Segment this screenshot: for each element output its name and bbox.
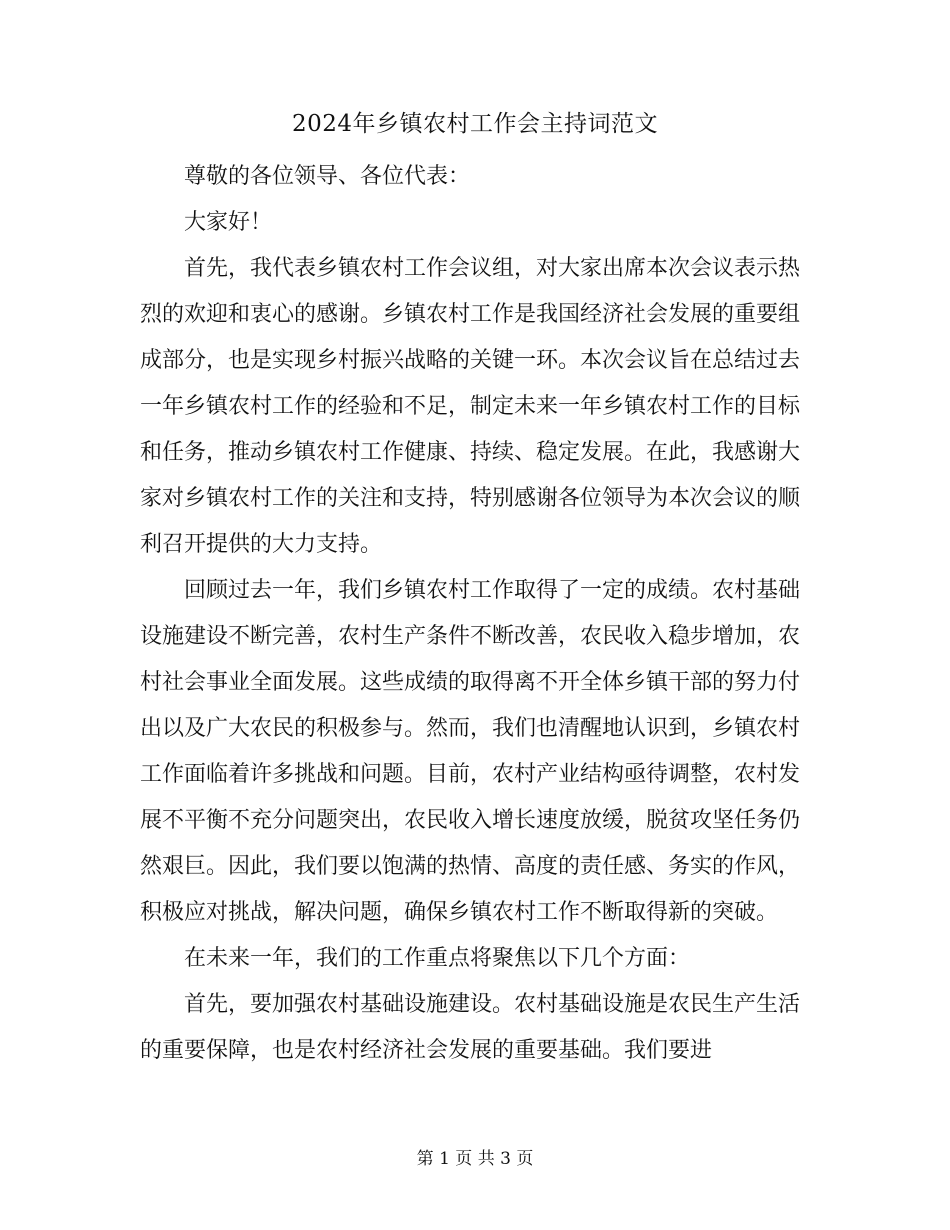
document-body [140,154,800,1074]
document-title: 2024年乡镇农村工作会主持词范文 [291,111,659,137]
body-paragraph: 首先，我代表乡镇农村工作会议组，对大家出席本次会议表示热烈的欢迎和衷心的感谢。乡镇农村工作是我国经济社会发展的重要组成部分，也是实现乡村振兴战略的关键一环。本次会议旨在总结过去一年乡镇农村工作的经验和不足，制定未来一年乡镇农村工作的目标和任务，推动乡镇农村工作健康、持续、稳定发展。在此，我感谢大家对乡镇农村工作的关注和支持，特别感谢各位领导为本次会议的顺利召开提供的大力支持。 [140,256,801,557]
greeting-paragraph: 大家好！ [184,210,273,235]
body-paragraph: 在未来一年，我们的工作重点将聚焦以下几个方面： [184,946,691,971]
salutation-paragraph: 尊敬的各位领导、各位代表： [184,164,471,189]
body-paragraph: 首先，要加强农村基础设施建设。农村基础设施是农民生产生活的重要保障，也是农村经济社会发展的重要基础。我们要进 [140,992,801,1063]
page-footer [0,1147,950,1171]
page-number-label: 第 1 页 共 3 页 [416,1149,534,1169]
body-paragraph: 回顾过去一年，我们乡镇农村工作取得了一定的成绩。农村基础设施建设不断完善，农村生产条件不断改善，农民收入稳步增加，农村社会事业全面发展。这些成绩的取得离不开全体乡镇干部的努力付出以及广大农民的积极参与。然而，我们也清醒地认识到，乡镇农村工作面临着许多挑战和问题。目前，农村产业结构亟待调整，农村发展不平衡不充分问题突出，农民收入增长速度放缓，脱贫攻坚任务仍然艰巨。因此，我们要以饱满的热情、高度的责任感、务实的作风，积极应对挑战，解决问题，确保乡镇农村工作不断取得新的突破。 [140,578,801,925]
